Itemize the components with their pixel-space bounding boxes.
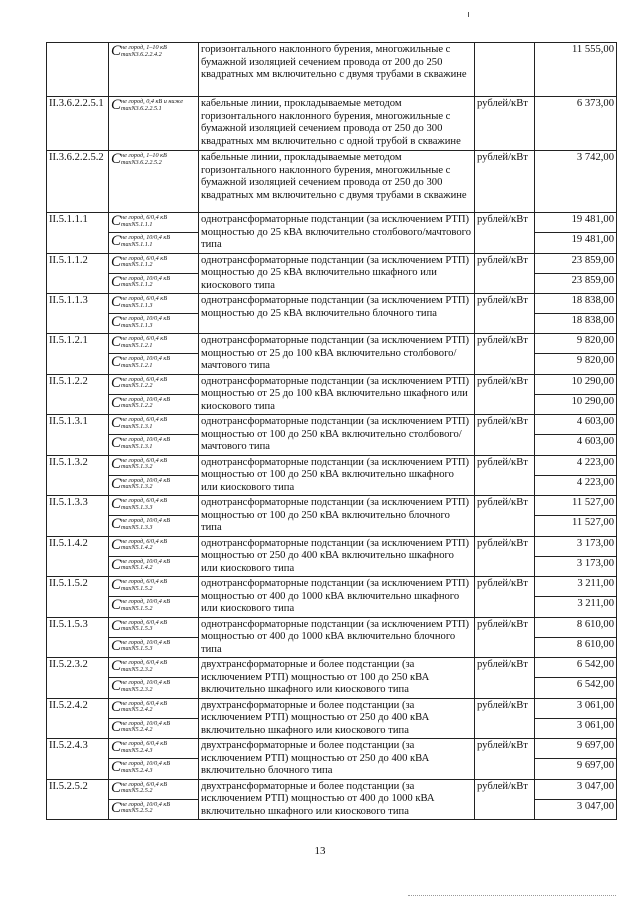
row-price: 8 610,00 [535,617,617,637]
row-price: 10 290,00 [535,374,617,394]
row-price: 4 603,00 [535,415,617,435]
table-row-group-start [47,253,617,273]
rate-formula [109,718,199,738]
rate-formula [109,597,199,617]
rate-formula [109,253,199,273]
formula-index: maxN5.1.2.2 [121,402,153,410]
row-description: двухтрансформаторные и более подстанции (за исключением РТП) мощностью от 100 до 250 кВА включительно шкафного или киоскового типа [199,658,475,699]
row-code: II.5.2.4.3 [47,739,109,780]
row-description: однотрансформаторные подстанции (за исключением РТП) мощностью от 100 до 250 кВА включительно блочного типа [199,496,475,537]
rate-formula [109,213,199,233]
row-price: 3 047,00 [535,799,617,819]
row-unit: рублей/кВт [475,577,535,618]
row-unit: рублей/кВт [475,617,535,658]
rate-formula [109,516,199,536]
rate-symbol-c: C [111,213,122,229]
row-price: 3 742,00 [535,151,617,213]
row-price: 4 223,00 [535,475,617,495]
rate-symbol-c: C [111,556,122,573]
row-unit: рублей/кВт [475,334,535,375]
rate-formula [109,678,199,698]
formula-condition: не город, 6/0,4 кВ [121,699,167,707]
row-price: 3 211,00 [535,577,617,597]
formula-condition: не город, 10/0,4 кВ [121,557,171,565]
formula-index: maxN5.1.5.3 [121,645,153,653]
formula-condition: не город, 6/0,4 кВ [121,295,167,302]
formula-index: maxN5.1.1.1 [121,220,153,228]
row-description: кабельные линии, прокладываемые методом горизонтального наклонного бурения, многожильные с бумажной изоляцией сечением провода от 250 до 300 квадратных мм включительно с одной трубой в скважине [199,97,475,151]
row-price: 6 542,00 [535,658,617,678]
formula-index: maxN3.6.2.2.4.2 [121,50,162,58]
row-code [47,43,109,97]
row-unit: рублей/кВт [475,739,535,780]
row-code: II.5.2.3.2 [47,658,109,699]
row-description: двухтрансформаторные и более подстанции (за исключением РТП) мощностью от 250 до 400 кВА включительно шкафного или киоскового типа [199,698,475,739]
formula-index: maxN5.1.5.3 [121,625,153,632]
rate-formula [109,151,199,213]
formula-condition: не город, 10/0,4 кВ [121,679,171,687]
table-row-group-start [47,496,617,516]
formula-index: maxN5.1.2.2 [121,382,153,389]
table-row-group-start [47,617,617,637]
row-price: 9 820,00 [535,354,617,374]
row-unit: рублей/кВт [475,294,535,334]
formula-condition: не город, 10/0,4 кВ [121,719,171,727]
formula-condition: не город, 6/0,4 кВ [121,456,167,464]
row-price: 9 820,00 [535,334,617,354]
formula-index: maxN5.1.3.3 [121,503,153,511]
formula-index: maxN5.2.4.2 [121,726,153,734]
rate-formula [109,394,199,414]
rate-symbol-c: C [111,678,122,695]
rate-formula [109,496,199,516]
rate-formula [109,759,199,779]
rate-symbol-c: C [111,273,122,290]
formula-condition: не город, 6/0,4 кВ [121,214,167,221]
row-price: 8 610,00 [535,637,617,657]
row-unit: рублей/кВт [475,779,535,820]
formula-index: maxN5.1.5.2 [121,584,153,592]
row-description: однотрансформаторные подстанции (за исключением РТП) мощностью от 400 до 1000 кВА включительно блочного типа [199,617,475,658]
row-price: 4 223,00 [535,455,617,475]
table-row [47,97,617,151]
row-description: однотрансформаторные подстанции (за исключением РТП) мощностью до 25 кВА включительно шкафного или киоскового типа [199,253,475,294]
table-row-group-start [47,415,617,435]
rate-symbol-c: C [111,415,122,431]
row-unit: рублей/кВт [475,415,535,456]
row-unit: рублей/кВт [475,496,535,537]
formula-index: maxN5.2.3.2 [121,665,153,673]
row-code: II.5.1.1.3 [47,294,109,334]
rate-formula [109,779,199,799]
rate-formula [109,739,199,759]
rate-formula [109,273,199,293]
row-description: двухтрансформаторные и более подстанции (за исключением РТП) мощностью от 400 до 1000 кВА включительно шкафного или киоскового типа [199,779,475,820]
row-price: 18 838,00 [535,294,617,314]
formula-condition: не город, 10/0,4 кВ [121,436,171,444]
formula-index: maxN5.1.1.2 [121,281,153,289]
formula-index: maxN5.1.3.3 [121,523,153,531]
formula-condition: не город, 6/0,4 кВ [121,578,167,585]
formula-condition: не город, 6/0,4 кВ [121,780,167,788]
formula-condition: не город, 6/0,4 кВ [121,416,167,423]
formula-index: maxN5.1.1.2 [121,261,153,268]
row-code: II.5.2.4.2 [47,698,109,739]
table-row-group-start [47,577,617,597]
table-row [47,43,617,97]
row-price: 9 697,00 [535,759,617,779]
rate-formula [109,294,199,314]
table-row-group-start [47,374,617,394]
formula-condition: не город, 6/0,4 кВ [121,659,167,666]
row-price: 3 211,00 [535,597,617,617]
tariff-table [46,42,617,820]
rate-formula [109,577,199,597]
rate-symbol-c: C [111,617,122,634]
row-unit: рублей/кВт [475,698,535,739]
row-price: 11 527,00 [535,496,617,516]
rate-symbol-c: C [111,151,122,167]
rate-formula [109,97,199,151]
rate-symbol-c: C [111,334,122,350]
formula-condition: не город, 10/0,4 кВ [121,395,171,403]
rate-symbol-c: C [111,97,122,113]
formula-condition: не город, 6/0,4 кВ [121,254,167,262]
row-code: II.5.1.2.1 [47,334,109,375]
formula-index: maxN5.1.2.1 [121,341,153,349]
row-code: II.5.1.5.3 [47,617,109,658]
rate-formula [109,314,199,334]
row-description: горизонтального наклонного бурения, многожильные с бумажной изоляцией сечением провода от 200 до 250 квадратных мм включительно с двумя трубами в скважине [199,43,475,97]
row-description: однотрансформаторные подстанции (за исключением РТП) мощностью от 25 до 100 кВА включительно шкафного или киоскового типа [199,374,475,415]
row-code: II.5.1.1.1 [47,213,109,254]
rate-symbol-c: C [111,739,122,755]
row-price: 9 697,00 [535,739,617,759]
formula-condition: не город, 1–10 кВ [121,44,167,51]
row-code: II.5.1.4.2 [47,536,109,577]
rate-symbol-c: C [111,516,122,533]
rate-symbol-c: C [111,698,122,715]
rate-symbol-c: C [111,455,122,472]
row-price: 18 838,00 [535,314,617,334]
formula-condition: не город, 10/0,4 кВ [121,234,171,242]
formula-condition: не город, 10/0,4 кВ [121,274,171,282]
rate-formula [109,415,199,435]
formula-index: maxN5.1.1.1 [121,240,153,248]
row-price: 11 555,00 [535,43,617,97]
rate-symbol-c: C [111,637,122,654]
row-unit: рублей/кВт [475,151,535,213]
formula-condition: не город, 1–10 кВ [121,152,167,159]
formula-condition: не город, 6/0,4 кВ [121,497,167,504]
scan-edge [408,895,616,896]
formula-condition: не город, 6/0,4 кВ [121,618,167,626]
table-row-group-start [47,455,617,475]
rate-formula [109,475,199,495]
formula-index: maxN5.1.5.2 [121,604,153,612]
rate-formula [109,799,199,819]
rate-symbol-c: C [111,354,122,371]
rate-symbol-c: C [111,43,122,59]
formula-condition: не город, 10/0,4 кВ [121,800,171,808]
row-code: II.5.2.5.2 [47,779,109,820]
formula-index: maxN5.2.4.2 [121,706,153,713]
formula-index: maxN5.2.5.2 [121,807,153,815]
row-price: 4 603,00 [535,435,617,455]
rate-formula [109,536,199,556]
row-unit [475,43,535,97]
formula-condition: не город, 6/0,4 кВ [121,335,167,342]
formula-index: maxN5.1.3.1 [121,442,153,450]
rate-symbol-c: C [111,475,122,492]
row-description: кабельные линии, прокладываемые методом горизонтального наклонного бурения, многожильные с бумажной изоляцией сечением провода от 250 до 300 квадратных мм включительно с двумя трубами в скважине [199,151,475,213]
formula-index: maxN5.1.3.1 [121,422,153,430]
row-price: 3 173,00 [535,556,617,576]
formula-condition: не город, 10/0,4 кВ [121,517,171,525]
rate-symbol-c: C [111,314,122,330]
rate-symbol-c: C [111,718,122,735]
row-price: 6 542,00 [535,678,617,698]
row-price: 10 290,00 [535,394,617,414]
row-code: II.5.1.3.3 [47,496,109,537]
rate-formula [109,354,199,374]
formula-condition: не город, 0,4 кВ и ниже [121,98,183,105]
page-number: 13 [314,845,326,857]
table-row-group-start [47,213,617,233]
formula-condition: не город, 10/0,4 кВ [121,598,171,606]
row-price: 19 481,00 [535,233,617,253]
rate-symbol-c: C [111,799,122,816]
row-description: однотрансформаторные подстанции (за исключением РТП) мощностью от 400 до 1000 кВА включительно шкафного или киоскового типа [199,577,475,618]
row-price: 3 061,00 [535,718,617,738]
rate-symbol-c: C [111,597,122,614]
row-description: однотрансформаторные подстанции (за исключением РТП) мощностью от 25 до 100 кВА включительно столбового/мачтового типа [199,334,475,375]
formula-index: maxN3.6.2.2.5.2 [121,158,162,166]
row-code: II.5.1.3.1 [47,415,109,456]
row-code: II.3.6.2.2.5.1 [47,97,109,151]
rate-formula [109,455,199,475]
rate-symbol-c: C [111,759,122,776]
row-price: 19 481,00 [535,213,617,233]
rate-formula [109,698,199,718]
rate-symbol-c: C [111,374,122,391]
formula-condition: не город, 6/0,4 кВ [121,375,167,383]
table-row-group-start [47,334,617,354]
table-row-group-start [47,294,617,314]
formula-index: maxN5.2.3.2 [121,685,153,693]
formula-condition: не город, 10/0,4 кВ [121,638,171,646]
formula-index: maxN5.2.4.3 [121,766,153,774]
formula-index: maxN3.6.2.2.5.1 [121,104,162,112]
row-code: II.3.6.2.2.5.2 [47,151,109,213]
formula-condition: не город, 6/0,4 кВ [121,537,167,545]
row-price: 6 373,00 [535,97,617,151]
rate-symbol-c: C [111,496,122,512]
rate-symbol-c: C [111,577,122,593]
formula-index: maxN5.2.5.2 [121,787,153,794]
formula-index: maxN5.1.4.2 [121,544,153,551]
row-price: 23 859,00 [535,253,617,273]
rate-symbol-c: C [111,253,122,270]
row-code: II.5.1.3.2 [47,455,109,496]
formula-condition: не город, 6/0,4 кВ [121,740,167,747]
row-description: однотрансформаторные подстанции (за исключением РТП) мощностью от 250 до 400 кВА включительно шкафного или киоскового типа [199,536,475,577]
rate-formula [109,617,199,637]
row-code: II.5.1.5.2 [47,577,109,618]
row-price: 3 061,00 [535,698,617,718]
rate-symbol-c: C [111,658,122,674]
row-price: 23 859,00 [535,273,617,293]
rate-formula [109,334,199,354]
row-unit: рублей/кВт [475,253,535,294]
row-price: 11 527,00 [535,516,617,536]
formula-index: maxN5.1.3.2 [121,483,153,491]
row-description: однотрансформаторные подстанции (за исключением РТП) мощностью до 25 кВА включительно блочного типа [199,294,475,334]
formula-index: maxN5.1.1.3 [121,321,153,329]
rate-formula [109,374,199,394]
rate-formula [109,233,199,253]
rate-formula [109,556,199,576]
table-row-group-start [47,698,617,718]
row-unit: рублей/кВт [475,455,535,496]
formula-index: maxN5.1.3.2 [121,463,153,470]
row-unit: рублей/кВт [475,213,535,254]
formula-condition: не город, 10/0,4 кВ [121,315,171,322]
rate-formula [109,435,199,455]
formula-index: maxN5.2.4.3 [121,746,153,754]
table-row-group-start [47,739,617,759]
row-unit: рублей/кВт [475,97,535,151]
row-description: однотрансформаторные подстанции (за исключением РТП) мощностью до 25 кВА включительно столбового/мачтового типа [199,213,475,254]
row-unit: рублей/кВт [475,374,535,415]
row-description: двухтрансформаторные и более подстанции (за исключением РТП) мощностью от 250 до 400 кВА включительно блочного типа [199,739,475,780]
formula-index: maxN5.1.1.3 [121,301,153,309]
table-row-group-start [47,779,617,799]
rate-formula [109,43,199,97]
rate-symbol-c: C [111,294,122,310]
row-code: II.5.1.1.2 [47,253,109,294]
row-unit: рублей/кВт [475,658,535,699]
formula-condition: не город, 10/0,4 кВ [121,760,171,768]
rate-symbol-c: C [111,779,122,796]
rate-symbol-c: C [111,233,122,250]
rate-symbol-c: C [111,435,122,452]
formula-condition: не город, 10/0,4 кВ [121,355,171,363]
formula-index: maxN5.1.2.1 [121,361,153,369]
tariff-table-body [47,43,617,820]
row-price: 3 173,00 [535,536,617,556]
row-description: однотрансформаторные подстанции (за исключением РТП) мощностью от 100 до 250 кВА включительно шкафного или киоскового типа [199,455,475,496]
rate-symbol-c: C [111,536,122,553]
row-code: II.5.1.2.2 [47,374,109,415]
table-row [47,151,617,213]
rate-symbol-c: C [111,394,122,411]
rate-formula [109,637,199,657]
row-price: 3 047,00 [535,779,617,799]
rate-formula [109,658,199,678]
scan-mark [468,12,469,17]
formula-index: maxN5.1.4.2 [121,564,153,572]
table-row-group-start [47,658,617,678]
table-row-group-start [47,536,617,556]
row-description: однотрансформаторные подстанции (за исключением РТП) мощностью от 100 до 250 кВА включительно столбового/мачтового типа [199,415,475,456]
formula-condition: не город, 10/0,4 кВ [121,476,171,484]
row-unit: рублей/кВт [475,536,535,577]
